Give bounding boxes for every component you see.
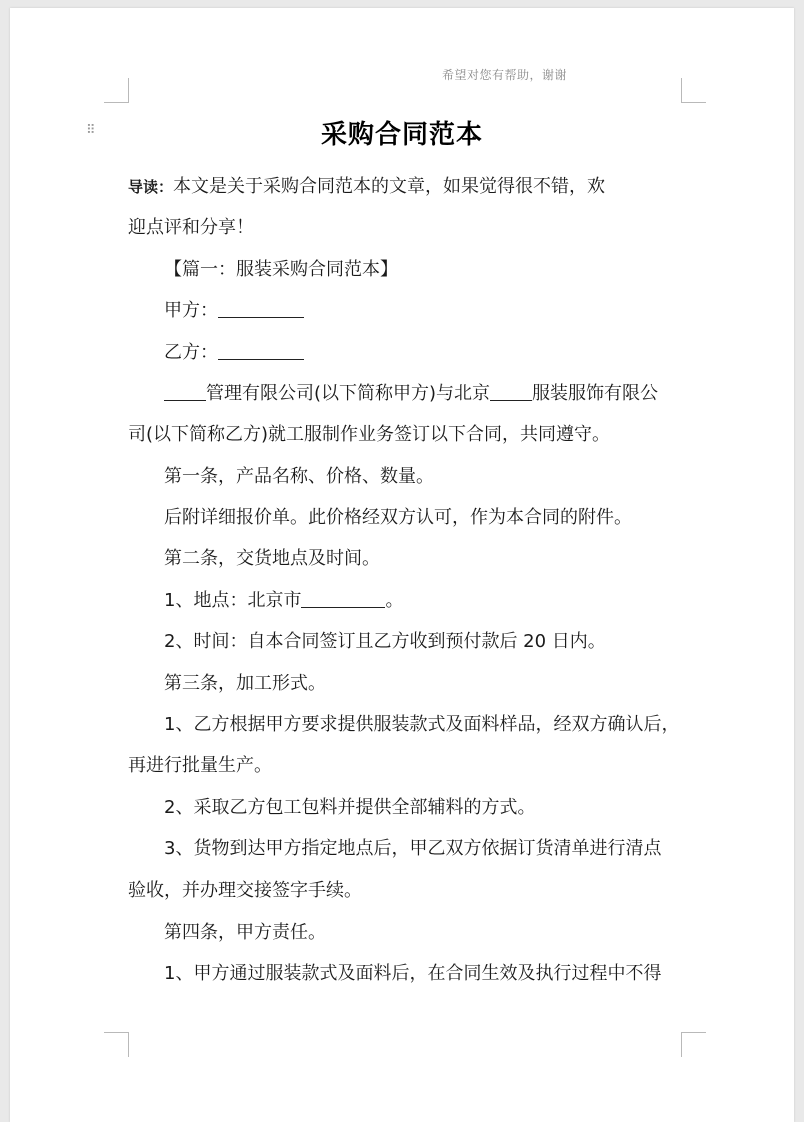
intro-text-b: 服装服饰有限公 (532, 383, 659, 404)
intro-line2: 司(以下简称乙方)就工服制作业务签订以下合同，共同遵守。 (128, 424, 611, 445)
article4-item1-line1: 1、甲方通过服装款式及面料后，在合同生效及执行过程中不得 (164, 963, 662, 984)
document-title: 采购合同范本 (320, 120, 483, 150)
article3-item3-line2: 验收，并办理交接签字手续。 (128, 880, 362, 901)
company-blank-a[interactable] (164, 382, 206, 401)
section-heading: 【篇一：服装采购合同范本】 (164, 259, 398, 280)
article4-title: 第四条，甲方责任。 (164, 922, 326, 943)
article2-item1-end: 。 (385, 590, 404, 611)
lead-text-line1: 本文是关于采购合同范本的文章，如果觉得很不错，欢 (173, 176, 606, 197)
lead-text-line2: 迎点评和分享！ (128, 217, 254, 238)
article2-item1 (128, 580, 684, 621)
article3-item3-line1: 3、货物到达甲方指定地点后，甲乙双方依据订货清单进行清点 (164, 838, 662, 859)
lead-label: 导读： (128, 178, 174, 196)
margin-corner-bottom-right (681, 1032, 706, 1057)
margin-corner-top-left (104, 78, 129, 103)
lead-paragraph (128, 166, 684, 208)
party-b-blank[interactable] (218, 341, 304, 360)
margin-corner-bottom-left (104, 1032, 129, 1057)
drag-handle-icon[interactable]: ⠿ (86, 123, 95, 138)
location-blank[interactable] (301, 589, 385, 608)
intro-text-a: 管理有限公司(以下简称甲方)与北京 (206, 383, 491, 404)
party-a-label: 甲方： (164, 300, 218, 321)
company-blank-b[interactable] (490, 382, 532, 401)
party-b-line (128, 332, 684, 373)
article2-title: 第二条，交货地点及时间。 (164, 548, 380, 569)
article3-item2: 2、采取乙方包工包料并提供全部辅料的方式。 (164, 797, 536, 818)
intro-line1 (128, 373, 684, 414)
party-a-line (128, 290, 684, 331)
article1-body: 后附详细报价单。此价格经双方认可，作为本合同的附件。 (164, 507, 632, 528)
article3-title: 第三条，加工形式。 (164, 673, 326, 694)
article2-item2: 2、时间：自本合同签订且乙方收到预付款后 20 日内。 (164, 631, 606, 652)
article3-item1-line2: 再进行批量生产。 (128, 755, 272, 776)
party-a-blank[interactable] (218, 299, 304, 318)
article2-item1-text: 1、地点：北京市 (164, 590, 302, 611)
article1-title: 第一条，产品名称、价格、数量。 (164, 466, 434, 487)
party-b-label: 乙方： (164, 342, 218, 363)
page-header: 希望对您有帮助，谢谢 (442, 68, 568, 82)
margin-corner-top-right (681, 78, 706, 103)
article3-item1-line1: 1、乙方根据甲方要求提供服装款式及面料样品，经双方确认后， (164, 714, 680, 735)
